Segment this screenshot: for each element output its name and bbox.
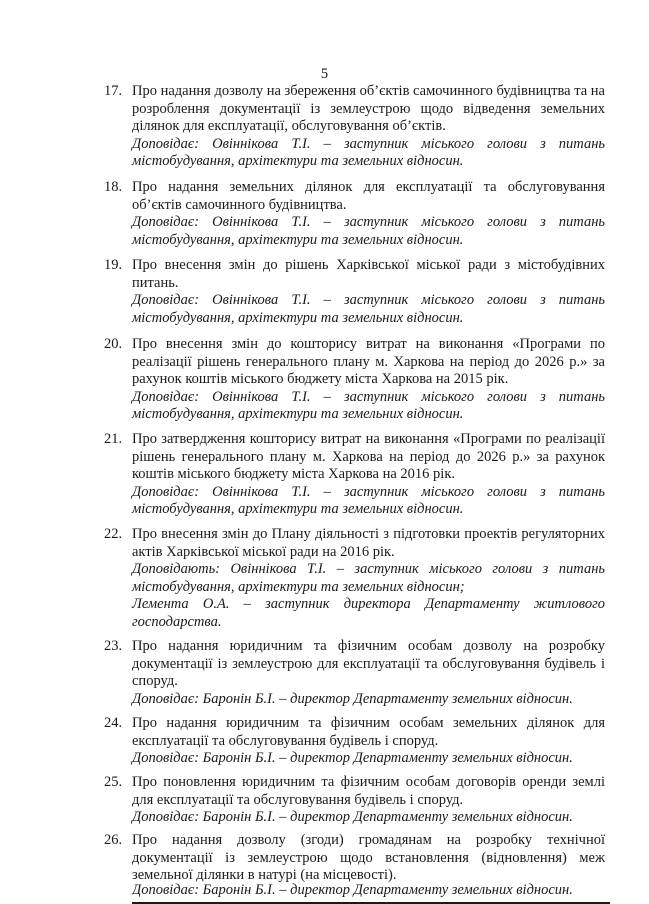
item-title: Про надання дозволу (згоди) громадянам на розробку технічної документації із землеустрою щодо встановлення (відновлення) меж земельної ділянки в натурі (на місцевості).: [132, 832, 605, 883]
item-title: Про затвердження кошторису витрат на виконання «Програми по реалізації рішень генерального плану м. Харкова на період до 2026 р.» за рахунок коштів міського бюджету міста Харкова на 2016 рік.: [132, 431, 605, 482]
item-number: 22.: [104, 526, 123, 542]
agenda-item: [104, 431, 605, 519]
item-title: Про надання юридичним та фізичним особам земельних ділянок для експлуатації та обслуговування будівель і споруд.: [132, 715, 605, 749]
item-number: 25.: [104, 774, 123, 790]
agenda-item: [104, 774, 605, 827]
agenda-item: [104, 832, 605, 885]
item-title: Про надання дозволу на збереження об’єктів самочинного будівництва та на розроблення документації із землеустрою щодо відведення земельних ділянок для експлуатації, обслуговування об’єктів.: [132, 83, 605, 134]
item-title: Про внесення змін до кошторису витрат на виконання «Програми по реалізації рішень генерального плану м. Харкова на період до 2026 р.» за рахунок коштів міського бюджету міста Харкова на 2015 рік.: [132, 336, 605, 387]
agenda-item: [104, 336, 605, 424]
item-title: Про надання земельних ділянок для експлуатації та обслуговування об’єктів самочинного будівництва.: [132, 179, 605, 213]
item-reporter: Доповідає: Баронін Б.І. – директор Департаменту земельних відносин.: [132, 690, 573, 707]
item-number: 18.: [104, 179, 123, 195]
item-number: 23.: [104, 638, 123, 654]
item-reporter: Доповідає: Овіннікова Т.І. – заступник міського голови з питань містобудування, архітектури та земельних відносин.: [132, 135, 605, 169]
item-reporter: Доповідає: Баронін Б.І. – директор Департаменту земельних відносин.: [132, 750, 573, 766]
item-number: 24.: [104, 715, 123, 731]
item-reporter: Доповідає: Овіннікова Т.І. – заступник міського голови з питань містобудування, архітектури та земельних відносин.: [132, 388, 605, 422]
item-number: 20.: [104, 336, 123, 352]
agenda-item: [104, 257, 605, 327]
item-number: 21.: [104, 431, 123, 447]
item-reporter: Доповідає: Овіннікова Т.І. – заступник міського голови з питань містобудування, архітектури та земельних відносин.: [132, 483, 605, 517]
page-number: 5: [320, 66, 329, 82]
item-number: 26.: [104, 832, 123, 848]
cutoff-reporter-line: Доповідає: Баронін Б.І. – директор Департаменту земельних відносин.: [132, 882, 610, 904]
item-title: Про надання юридичним та фізичним особам дозволу на розробку документації із землеустрою для експлуатації та обслуговування будівель і споруд.: [132, 638, 605, 689]
item-number: 17.: [104, 83, 123, 99]
item-number: 19.: [104, 257, 123, 273]
agenda-item: [104, 83, 605, 171]
item-title: Про внесення змін до рішень Харківської міської ради з містобудівних питань.: [132, 257, 605, 291]
agenda-item: [104, 715, 605, 768]
item-reporter: Доповідає: Овіннікова Т.І. – заступник міського голови з питань містобудування, архітектури та земельних відносин.: [132, 214, 605, 248]
item-reporter: Доповідає: Баронін Б.І. – директор Департаменту земельних відносин.: [132, 809, 573, 825]
item-reporter: Доповідає: Овіннікова Т.І. – заступник міського голови з питань містобудування, архітектури та земельних відносин.: [132, 292, 605, 326]
agenda-item: [104, 526, 605, 631]
item-title: Про внесення змін до Плану діяльності з підготовки проектів регуляторних актів Харківської міської ради на 2016 рік.: [132, 526, 605, 560]
item-reporter: Лемента О.А. – заступник директора Департаменту житлового господарства.: [132, 596, 605, 630]
agenda-item: [104, 638, 605, 708]
item-title: Про поновлення юридичним та фізичним особам договорів оренди землі для експлуатації та обслуговування будівель і споруд.: [132, 774, 605, 808]
agenda-item: [104, 179, 605, 249]
item-reporter: Доповідають: Овіннікова Т.І. – заступник міського голови з питань містобудування, архітектури та земельних відносин;: [132, 561, 605, 595]
